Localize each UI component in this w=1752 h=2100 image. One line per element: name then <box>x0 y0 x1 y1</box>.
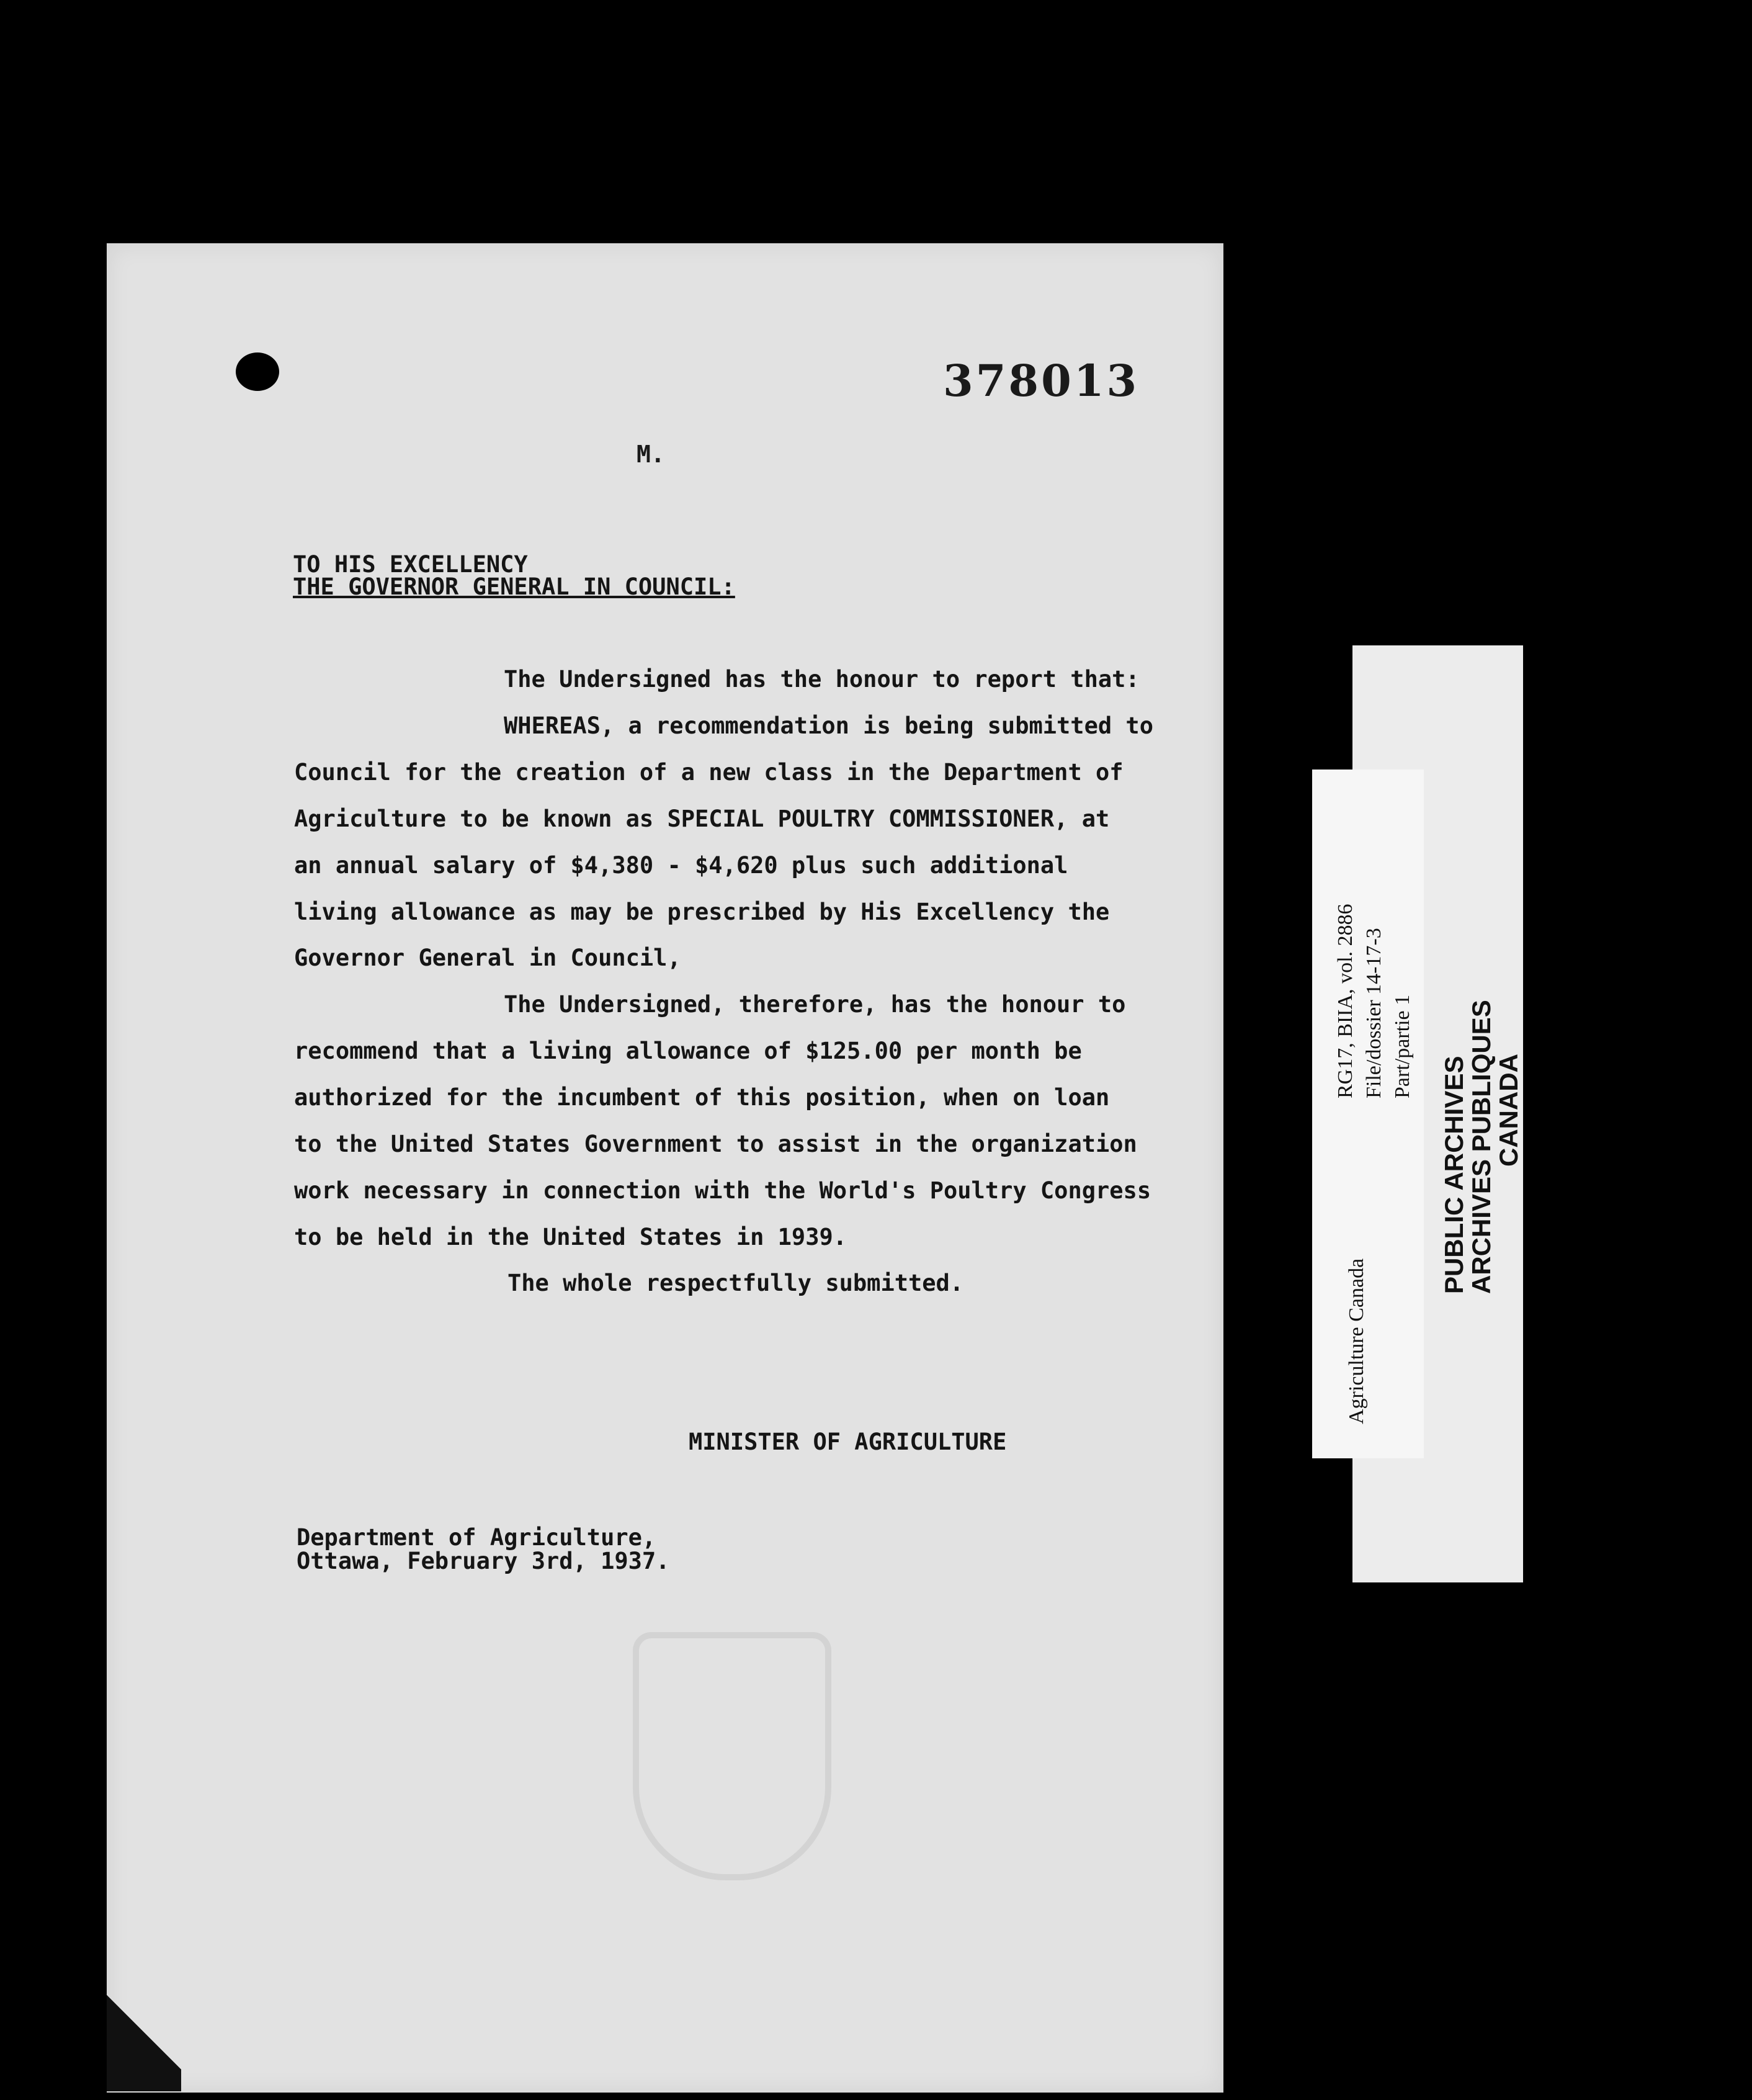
body-line: WHEREAS, a recommendation is being submitted to <box>504 712 1153 739</box>
address-line-2: THE GOVERNOR GENERAL IN COUNCIL: <box>293 573 735 600</box>
address-line-1: TO HIS EXCELLENCY <box>293 551 528 578</box>
archive-part: Part/partie 1 <box>1391 994 1414 1098</box>
archive-stamp-line-1: PUBLIC ARCHIVES <box>1439 1056 1468 1294</box>
folded-corner <box>107 1973 181 2091</box>
body-line: The Undersigned has the honour to report that: <box>504 666 1140 693</box>
body-line: Council for the creation of a new class in the Department of <box>294 759 1124 786</box>
watermark-crest <box>633 1632 831 1880</box>
archive-reference: RG17, BIIA, vol. 2886 <box>1334 904 1357 1098</box>
signature-line: MINISTER OF AGRICULTURE <box>689 1429 1007 1455</box>
archive-department: Agriculture Canada <box>1345 1258 1368 1424</box>
body-line: an annual salary of $4,380 - $4,620 plus such additional <box>294 852 1068 879</box>
body-line: The Undersigned, therefore, has the honour to <box>504 991 1126 1018</box>
body-line: work necessary in connection with the World's Poultry Congress <box>294 1177 1151 1204</box>
body-line: living allowance as may be prescribed by His Excellency the <box>294 899 1110 925</box>
punch-hole <box>236 352 279 391</box>
body-line: Governor General in Council, <box>294 945 681 971</box>
body-line: to the United States Government to assist in the organization <box>294 1131 1137 1157</box>
body-line: The whole respectfully submitted. <box>507 1270 964 1296</box>
archive-stamp-line-2: ARCHIVES PUBLIQUES <box>1467 1000 1496 1294</box>
body-line: recommend that a living allowance of $125.00 per month be <box>294 1038 1082 1064</box>
archive-stamp-line-3: CANADA <box>1494 1054 1523 1167</box>
header-mark: M. <box>637 441 665 468</box>
body-line: Agriculture to be known as SPECIAL POULTRY COMMISSIONER, at <box>294 805 1110 832</box>
place-line: Department of Agriculture, <box>297 1524 656 1551</box>
document-number: 378013 <box>943 355 1140 406</box>
date-line: Ottawa, February 3rd, 1937. <box>297 1548 670 1574</box>
archive-file: File/dossier 14-17-3 <box>1362 928 1385 1098</box>
body-line: authorized for the incumbent of this position, when on loan <box>294 1084 1110 1111</box>
body-line: to be held in the United States in 1939. <box>294 1224 847 1250</box>
